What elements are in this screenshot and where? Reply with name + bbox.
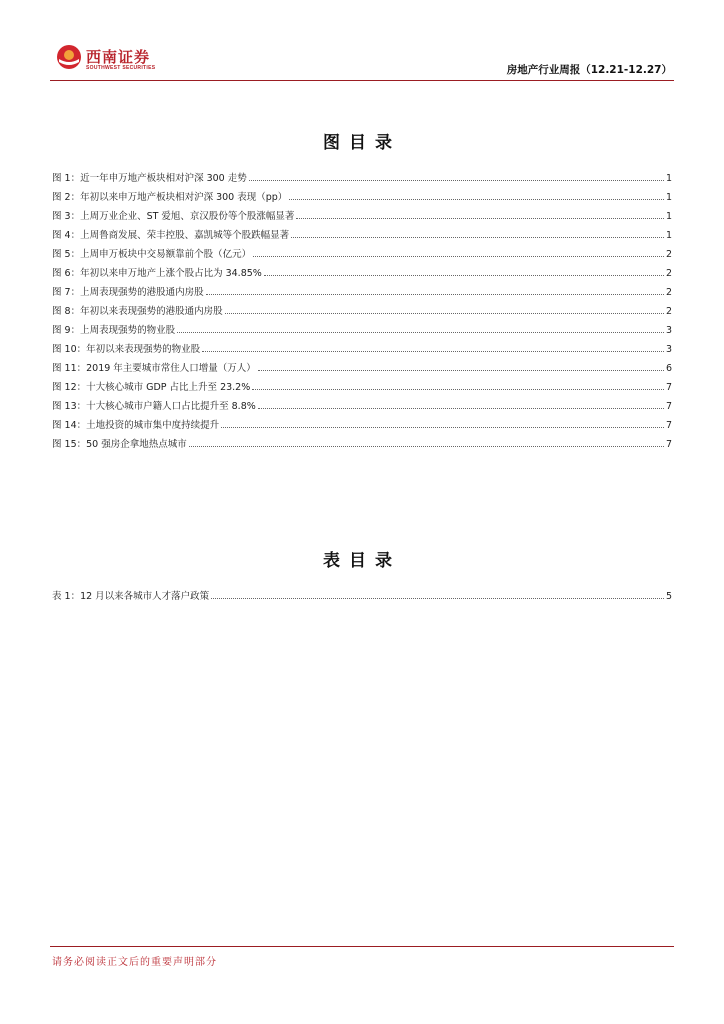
toc-leader [225,313,664,314]
toc-entry[interactable] [52,583,672,602]
toc-entry-label: 图 3：上周万业企业、ST 爱旭、京汉股份等个股涨幅显著 [52,211,295,222]
toc-entry-page: 2 [665,249,672,260]
toc-entry-page: 2 [665,306,672,317]
toc-leader [221,427,664,428]
toc-entry-page: 1 [665,192,672,203]
toc-leader [253,256,664,257]
toc-entry-label: 图 12：十大核心城市 GDP 占比上升至 23.2% [52,382,251,393]
toc-leader [289,199,664,200]
toc-entry-label: 图 5：上周申万板块中交易额靠前个股（亿元） [52,249,252,260]
table-toc-title: 表目录 [323,551,401,571]
toc-entry[interactable] [52,203,672,222]
toc-leader [296,218,664,219]
toc-entry-page: 1 [665,173,672,184]
toc-leader [206,294,664,295]
toc-entry-page: 3 [665,325,672,336]
logo-sun-icon [56,44,82,70]
toc-entry[interactable] [52,222,672,241]
toc-leader [202,351,664,352]
toc-entry-page: 2 [665,287,672,298]
toc-entry-label: 图 7：上周表现强势的港股通内房股 [52,287,204,298]
logo-chinese-name: 西南证券 [86,48,151,66]
toc-leader [264,275,664,276]
toc-entry-page: 7 [665,439,672,450]
toc-entry[interactable] [52,336,672,355]
toc-entry[interactable] [52,431,672,450]
toc-entry-label: 图 14：土地投资的城市集中度持续提升 [52,420,220,431]
toc-entry[interactable] [52,184,672,203]
toc-entry[interactable] [52,279,672,298]
toc-leader [291,237,664,238]
toc-entry-page: 3 [665,344,672,355]
report-title: 房地产行业周报（12.21-12.27） [506,64,672,76]
toc-entry-page: 2 [665,268,672,279]
toc-entry-label: 图 2：年初以来申万地产板块相对沪深 300 表现（pp） [52,192,288,203]
toc-entry[interactable] [52,412,672,431]
footer-disclaimer: 请务必阅读正文后的重要声明部分 [52,957,217,968]
toc-entry-label: 图 4：上周鲁商发展、荣丰控股、嘉凯城等个股跌幅显著 [52,230,290,241]
toc-leader [211,598,664,599]
toc-entry-page: 7 [665,401,672,412]
toc-entry-label: 图 9：上周表现强势的物业股 [52,325,176,336]
toc-entry-label: 图 6：年初以来申万地产上涨个股占比为 34.85% [52,268,262,279]
header-divider [50,80,674,81]
toc-entry-page: 6 [665,363,672,374]
toc-entry-page: 1 [665,211,672,222]
toc-entry-label: 图 1：近一年申万地产板块相对沪深 300 走势 [52,173,247,184]
toc-entry-page: 7 [665,420,672,431]
toc-entry[interactable] [52,393,672,412]
toc-entry-page: 7 [665,382,672,393]
figure-toc-list [52,165,672,450]
toc-entry[interactable] [52,241,672,260]
toc-leader [189,446,664,447]
toc-entry-label: 图 8：年初以来表现强势的港股通内房股 [52,306,223,317]
toc-entry[interactable] [52,260,672,279]
figure-toc-title: 图目录 [323,133,401,153]
toc-entry-label: 图 10：年初以来表现强势的物业股 [52,344,201,355]
toc-entry-page: 1 [665,230,672,241]
toc-entry[interactable] [52,298,672,317]
logo-english-name: SOUTHWEST SECURITIES [86,65,156,71]
toc-leader [249,180,664,181]
toc-entry-label: 表 1：12 月以来各城市人才落户政策 [52,591,210,602]
toc-entry[interactable] [52,374,672,393]
toc-entry-label: 图 11：2019 年主要城市常住人口增量（万人） [52,363,256,374]
company-logo [56,44,186,74]
toc-entry-label: 图 13：十大核心城市户籍人口占比提升至 8.8% [52,401,256,412]
toc-entry[interactable] [52,165,672,184]
toc-entry-page: 5 [665,591,672,602]
toc-leader [258,370,664,371]
footer-divider [50,946,674,947]
toc-entry[interactable] [52,355,672,374]
toc-entry-label: 图 15：50 强房企拿地热点城市 [52,439,187,450]
toc-leader [177,332,664,333]
table-toc-list [52,583,672,602]
toc-leader [252,389,664,390]
toc-entry[interactable] [52,317,672,336]
toc-leader [258,408,664,409]
